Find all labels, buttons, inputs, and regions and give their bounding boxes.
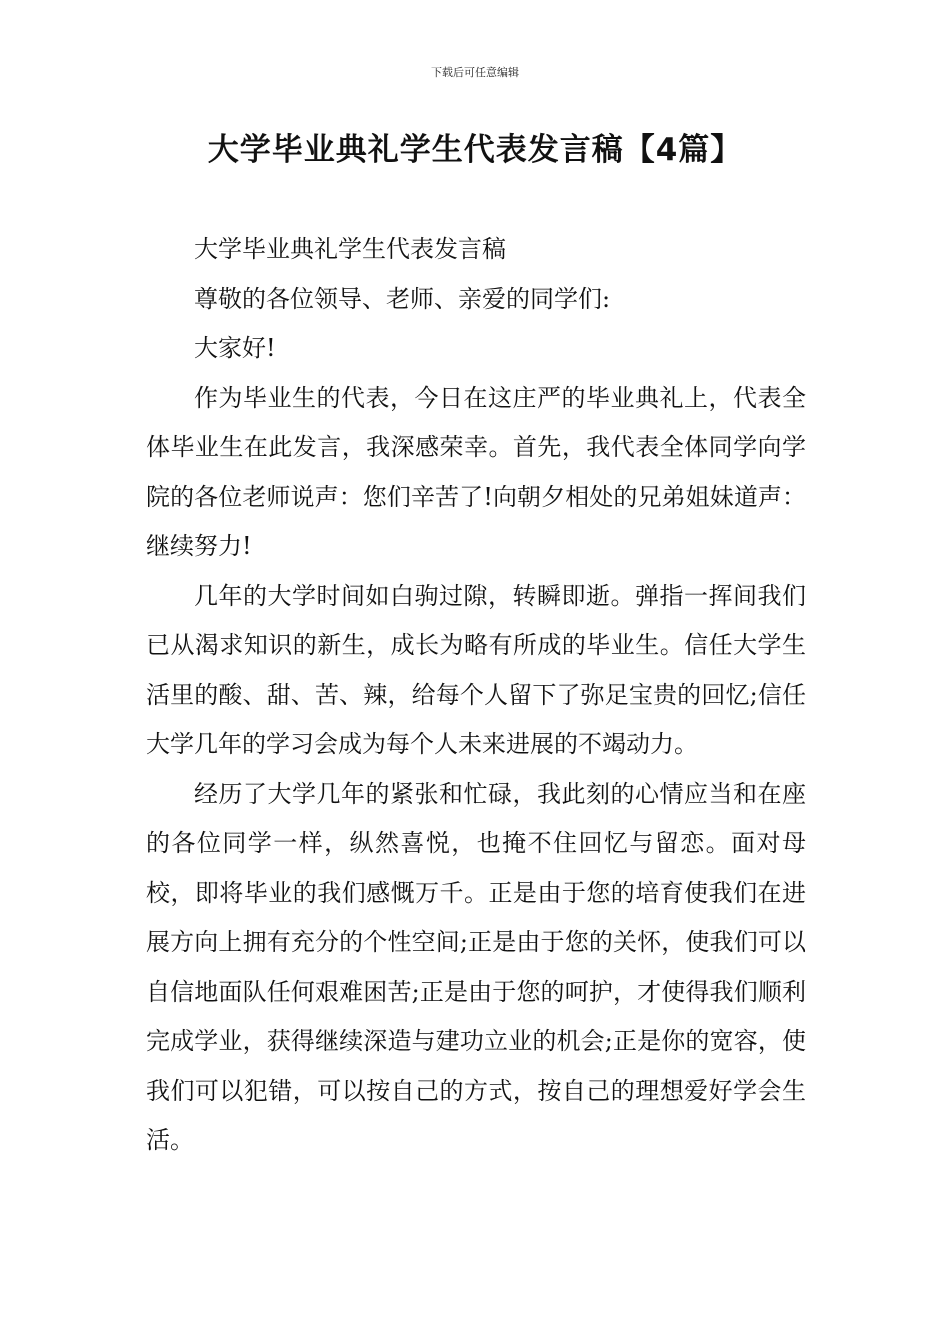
paragraph-greeting: 大家好! <box>194 334 276 362</box>
paragraph-salutation: 尊敬的各位领导、老师、亲爱的同学们: <box>194 284 611 313</box>
paragraph-speech-title: 大学毕业典礼学生代表发言稿 <box>194 235 506 263</box>
paragraph-body: 几年的大学时间如白驹过隙，转瞬即逝。弹指一挥间我们已从渴求知识的新生，成长为略有所成的毕业生。信任大学生活里的酸、甜、苦、辣，给每个人留下了弥足宝贵的回忆;信任大学几年的学习会成为每个人未来进展的不竭动力。 <box>146 581 806 758</box>
paragraph-body: 作为毕业生的代表，今日在这庄严的毕业典礼上，代表全体毕业生在此发言，我深感荣幸。首先，我代表全体同学向学院的各位老师说声：您们辛苦了!向朝夕相处的兄弟姐妹道声：继续努力! <box>146 383 806 560</box>
paragraph-body: 经历了大学几年的紧张和忙碌，我此刻的心情应当和在座的各位同学一样，纵然喜悦，也掩不住回忆与留恋。面对母校，即将毕业的我们感慨万千。正是由于您的培育使我们在进展方向上拥有充分的个性空间;正是由于您的关怀，使我们可以自信地面队任何艰难困苦;正是由于您的呵护，才使得我们顺利完成学业，获得继续深造与建功立业的机会;正是你的宽容，使我们可以犯错，可以按自己的方式，按自己的理想爱好学会生活。 <box>146 779 806 1154</box>
document-title: 大学毕业典礼学生代表发言稿【4篇】 <box>207 132 743 168</box>
document-body <box>146 225 806 1166</box>
header-note: 下载后可任意编辑 <box>431 66 519 79</box>
